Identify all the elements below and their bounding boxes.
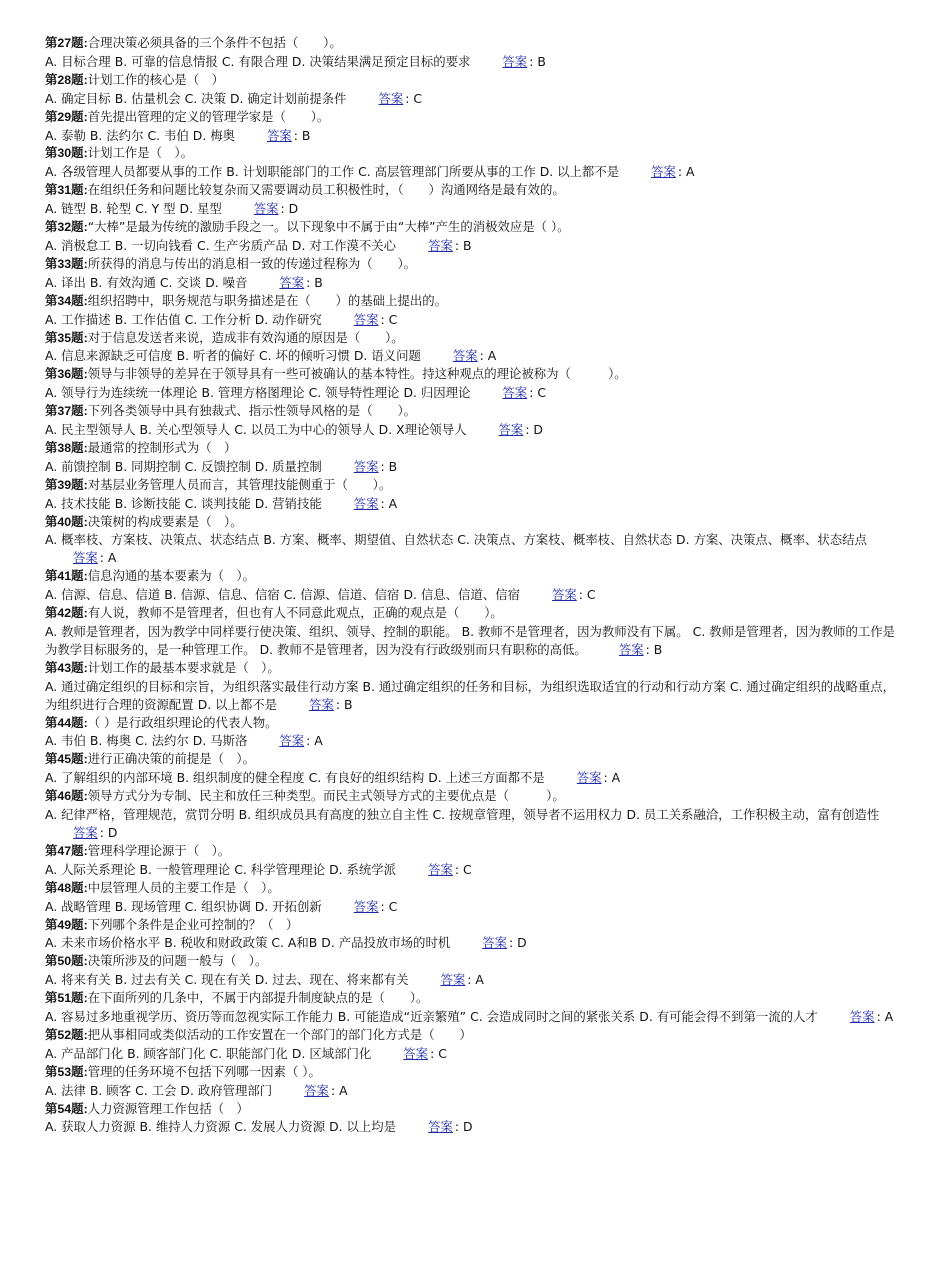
question-line: [45, 714, 903, 733]
answer-option: B. 轮型: [89, 201, 132, 217]
answer-option: A. 将来有关: [45, 972, 111, 988]
options-line: [45, 384, 903, 402]
answer-value: : B: [335, 696, 353, 712]
options-line: [45, 678, 903, 714]
answer-option: C. 工会: [135, 1082, 177, 1098]
question-text: 首先提出管理的定义的管理学家是（ ）。: [87, 108, 330, 124]
question-text: 领导方式分为专制、民主和放任三种类型。而民主式领导方式的主要优点是（ ）。: [87, 788, 565, 804]
question-number: 第47题:: [45, 843, 88, 858]
answer-option: A. 链型: [45, 201, 86, 217]
answer-option: A. 通过确定组织的目标和宗旨，为组织落实最佳行动方案: [45, 678, 359, 694]
question-line: [45, 952, 903, 971]
options-line: [45, 90, 903, 108]
question-text: 在下面所列的几条中，不属于内部提升制度缺点的是（ ）。: [87, 990, 429, 1006]
answer-option: B. 一般管理理论: [139, 861, 231, 877]
answer-option: C. 现在有关: [184, 972, 251, 988]
answer-option: D. 梅奥: [192, 127, 235, 143]
answer-link[interactable]: 答案: [353, 898, 379, 914]
answer-link[interactable]: 答案: [403, 1045, 429, 1061]
answer-value: : C: [529, 385, 546, 401]
answer-link[interactable]: 答案: [498, 422, 524, 438]
question-number: 第54题:: [45, 1101, 88, 1116]
answer-option: D. 系统学派: [329, 861, 397, 877]
answer-option: A. 获取人力资源: [45, 1119, 136, 1135]
answer-option: B. 维持人力资源: [139, 1119, 231, 1135]
question-line: [45, 439, 903, 458]
answer-option: D. X理论领导人: [378, 422, 467, 438]
answer-option: B. 估量机会: [114, 90, 181, 106]
answer-option: C. 谈判技能: [184, 495, 251, 511]
answer-option: D. 确定计划前提条件: [229, 90, 347, 106]
answer-option: B. 法约尔: [89, 127, 144, 143]
answer-option: A. 容易过多地重视学历、资历等而忽视实际工作能力: [45, 1009, 334, 1025]
question-text: 所获得的消息与传出的消息相一致的传递过程称为（ ）。: [87, 255, 417, 271]
question-text: 管理科学理论源于（ ）。: [87, 842, 231, 858]
answer-option: C. 法约尔: [135, 733, 189, 749]
answer-option: C. 领导特性理论: [308, 385, 400, 401]
question-line: [45, 181, 903, 200]
answer-value: : B: [306, 274, 323, 290]
answer-link[interactable]: 答案: [428, 237, 453, 253]
answer-option: B. 顾客: [89, 1082, 132, 1098]
answer-link[interactable]: 答案: [576, 770, 602, 786]
question-text: 计划工作的最基本要求就是（ ）。: [87, 659, 280, 675]
question-number: 第42题:: [45, 606, 88, 621]
question-line: [45, 567, 903, 586]
question-line: [45, 842, 903, 861]
answer-option: B. 可能造成“近亲繁殖”: [337, 1009, 467, 1025]
question-number: 第43题:: [45, 660, 88, 675]
answer-option: C. 决策点、方案枝、概率枝、自然状态: [457, 532, 673, 548]
answer-value: : D: [525, 422, 543, 438]
question-number: 第40题:: [45, 514, 88, 529]
answer-link[interactable]: 答案: [618, 641, 644, 657]
question-number: 第41题:: [45, 569, 88, 584]
question-number: 第29题:: [45, 109, 88, 124]
answer-option: A. 泰勒: [45, 127, 86, 143]
answer-option: D. 以上都不是: [197, 696, 278, 712]
options-line: [45, 274, 903, 292]
answer-option: A. 了解组织的内部环境: [45, 770, 173, 786]
answer-option: D. 过去、现在、将来都有关: [254, 972, 409, 988]
question-number: 第30题:: [45, 146, 88, 161]
answer-option: A. 确定目标: [45, 90, 111, 106]
options-line: [45, 1008, 903, 1026]
answer-option: A. 前馈控制: [45, 458, 111, 474]
question-line: [45, 989, 903, 1008]
question-document: [45, 34, 903, 1136]
answer-option: B. 组织成员具有高度的独立自主性: [238, 807, 429, 823]
question-line: [45, 255, 903, 274]
question-line: [45, 292, 903, 311]
answer-option: D. 区域部门化: [291, 1045, 372, 1061]
question-number: 第31题:: [45, 183, 88, 198]
answer-option: D. 对工作漠不关心: [291, 237, 397, 253]
answer-option: D. 决策结果满足预定目标的要求: [291, 53, 471, 69]
answer-option: B. 关心型领导人: [139, 422, 231, 438]
question-number: 第38题:: [45, 440, 88, 455]
answer-option: A. 目标合理: [45, 53, 111, 69]
answer-option: B. 听者的偏好: [176, 348, 255, 364]
answer-link[interactable]: 答案: [267, 127, 292, 143]
answer-option: B. 税收和财政政策: [164, 935, 268, 951]
answer-option: A. 各级管理人员都要从事的工作: [45, 164, 223, 180]
answer-value: : A: [603, 770, 621, 786]
answer-option: A. 韦伯: [45, 733, 86, 749]
answer-link[interactable]: 答案: [353, 311, 379, 327]
question-text: “大棒”是最为传统的激励手段之一。以下现象中不属于由“大棒”产生的消极效应是（ ）。: [87, 219, 570, 235]
answer-option: A. 教师是管理者，因为教学中同样要行使决策、组织、领导、控制的职能。: [45, 624, 458, 639]
answer-option: D. 营销技能: [254, 495, 322, 511]
answer-option: A. 工作描述: [45, 311, 111, 327]
question-number: 第27题:: [45, 36, 88, 50]
answer-option: B. 可靠的信息情报: [114, 53, 218, 69]
question-number: 第45题:: [45, 752, 88, 767]
question-number: 第35题:: [45, 330, 88, 345]
answer-option: D. 噪音: [205, 274, 248, 290]
answer-option: A. 未来市场价格水平: [45, 935, 161, 951]
question-number: 第49题:: [45, 917, 88, 932]
question-line: [45, 513, 903, 532]
options-line: [45, 458, 903, 476]
answer-option: D. 以上均是: [329, 1119, 397, 1135]
options-line: [45, 421, 903, 439]
options-line: [45, 200, 903, 218]
answer-option: C. 职能部门化: [209, 1045, 288, 1061]
answer-option: D. 方案、决策点、概率、状态结点: [676, 532, 867, 548]
answer-option: A. 信源、信息、信道: [45, 587, 161, 603]
answer-option: D. 信息、信道、信宿: [403, 587, 520, 603]
answer-link[interactable]: 答案: [440, 972, 466, 988]
answer-option: B. 顾客部门化: [127, 1045, 206, 1061]
answer-link[interactable]: 答案: [304, 1082, 329, 1098]
answer-option: D. 语义问题: [353, 348, 421, 364]
question-number: 第32题:: [45, 220, 88, 235]
question-line: [45, 750, 903, 769]
answer-option: D. 有可能会得不到第一流的人才: [639, 1009, 818, 1025]
answer-value: : C: [430, 1045, 447, 1061]
answer-link[interactable]: 答案: [502, 53, 528, 69]
answer-option: B. 通过确定组织的任务和目标，为组织选取适宜的行动和行动方案: [362, 678, 726, 694]
answer-option: C. 工作分析: [184, 311, 251, 327]
answer-value: : B: [380, 458, 398, 474]
answer-option: C. 反馈控制: [184, 458, 251, 474]
answer-option: C. 组织协调: [184, 898, 251, 914]
answer-option: C. 生产劣质产品: [197, 237, 288, 253]
question-text: 信息沟通的基本要素为（ ）。: [87, 568, 255, 584]
answer-option: D. 开拓创新: [254, 898, 322, 914]
answer-option: C. 发展人力资源: [234, 1119, 326, 1135]
answer-value: : A: [467, 972, 484, 988]
answer-option: A. 战略管理: [45, 898, 111, 914]
answer-value: : D: [454, 1119, 473, 1135]
answer-link[interactable]: 答案: [309, 696, 334, 712]
answer-option: B. 管理方格图理论: [201, 385, 305, 401]
question-line: [45, 787, 903, 806]
question-number: 第48题:: [45, 880, 88, 895]
answer-option: C. 有良好的组织结构: [308, 770, 425, 786]
options-line: [45, 898, 903, 916]
answer-value: : D: [280, 201, 299, 217]
answer-option: A. 产品部门化: [45, 1045, 124, 1061]
answer-option: A. 信息来源缺乏可信度: [45, 348, 173, 364]
answer-option: D. 质量控制: [254, 458, 322, 474]
question-text: 决策所涉及的问题一般与（ ）。: [87, 953, 268, 969]
options-line: [45, 237, 903, 255]
question-number: 第50题:: [45, 954, 88, 969]
answer-option: B. 梅奥: [89, 733, 132, 749]
answer-link[interactable]: 答案: [849, 1009, 875, 1025]
answer-value: : D: [509, 935, 527, 951]
answer-option: D. 上述三方面都不是: [428, 770, 545, 786]
answer-option: C. 科学管理理论: [234, 861, 326, 877]
answer-option: C. 高层管理部门所要从事的工作: [358, 164, 536, 180]
answer-option: D. 以上都不是: [539, 164, 620, 180]
answer-value: : A: [876, 1009, 894, 1025]
options-line: [45, 347, 903, 365]
question-line: [45, 659, 903, 678]
question-text: 把从事相同或类似活动的工作安置在一个部门的部门化方式是（ ）: [87, 1026, 472, 1042]
answer-option: C. 按规章管理，领导者不运用权力: [432, 807, 623, 823]
answer-link[interactable]: 答案: [353, 495, 379, 511]
answer-option: B. 现场管理: [114, 898, 181, 914]
options-line: [45, 769, 903, 787]
question-line: [45, 144, 903, 163]
answer-option: A. 法律: [45, 1082, 86, 1098]
options-line: [45, 806, 903, 842]
question-number: 第44题:: [45, 715, 88, 730]
answer-option: B. 同期控制: [114, 458, 181, 474]
answer-link[interactable]: 答案: [502, 385, 528, 401]
question-line: [45, 402, 903, 421]
options-line: [45, 586, 903, 604]
answer-link[interactable]: 答案: [353, 458, 379, 474]
answer-option: B. 计划职能部门的工作: [226, 164, 355, 180]
question-line: [45, 879, 903, 898]
answer-option: D. 归因理论: [403, 385, 471, 401]
question-text: 管理的任务环境不包括下列哪一因素（ ）。: [87, 1063, 321, 1079]
question-text: 进行正确决策的前提是（ ）。: [87, 751, 255, 767]
question-text: （ ）是行政组织理论的代表人物。: [87, 714, 278, 730]
answer-option: B. 有效沟通: [89, 274, 156, 290]
answer-value: : A: [677, 164, 695, 180]
answer-link[interactable]: 答案: [73, 824, 98, 840]
answer-option: D. 员工关系融洽，工作积极主动，富有创造性: [626, 807, 880, 823]
question-number: 第39题:: [45, 477, 88, 492]
answer-option: C. 会造成同时之间的紧张关系: [470, 1009, 636, 1025]
answer-link[interactable]: 答案: [651, 164, 676, 180]
answer-option: A. 领导行为连续统一体理论: [45, 385, 198, 401]
answer-option: B. 组织制度的健全程度: [176, 770, 305, 786]
question-text: 下列哪个条件是企业可控制的？（ ）: [87, 916, 299, 932]
answer-value: : C: [578, 587, 596, 603]
answer-option: D. 教师不是管理者，因为没有行政级别而只有职称的高低。: [259, 641, 587, 657]
options-line: [45, 531, 903, 567]
question-number: 第34题:: [45, 293, 88, 308]
options-line: [45, 311, 903, 329]
options-line: [45, 163, 903, 181]
answer-option: B. 过去有关: [114, 972, 181, 988]
options-line: [45, 934, 903, 952]
question-text: 决策树的构成要素是（ ）。: [87, 513, 243, 529]
question-text: 最通常的控制形式为（ ）: [87, 439, 237, 455]
answer-value: : B: [529, 53, 546, 69]
answer-value: : B: [645, 641, 663, 657]
question-line: [45, 916, 903, 935]
options-line: [45, 732, 903, 750]
answer-option: C. 韦伯: [147, 127, 189, 143]
question-text: 计划工作是（ ）。: [87, 145, 194, 161]
options-line: [45, 1045, 903, 1063]
answer-option: A. 技术技能: [45, 495, 111, 511]
question-line: [45, 365, 903, 384]
answer-option: C. 通过确定组织的战略重点，为组织进行合理的资源配置: [45, 678, 896, 712]
answer-value: : B: [454, 237, 472, 253]
answer-value: : C: [405, 90, 423, 106]
answer-link[interactable]: 答案: [378, 90, 404, 106]
answer-value: : B: [293, 127, 311, 143]
answer-option: C. 交谈: [159, 274, 202, 290]
answer-value: : A: [380, 495, 398, 511]
answer-value: : C: [454, 861, 472, 877]
answer-option: C. A和B: [271, 935, 318, 951]
question-number: 第46题:: [45, 789, 88, 804]
answer-link[interactable]: 答案: [482, 935, 508, 951]
answer-option: A. 译出: [45, 274, 86, 290]
answer-option: A. 人际关系理论: [45, 861, 136, 877]
question-number: 第52题:: [45, 1027, 88, 1042]
question-text: 中层管理人员的主要工作是（ ）。: [87, 879, 280, 895]
answer-option: A. 概率枝、方案枝、决策点、状态结点: [45, 532, 260, 548]
answer-option: D. 马斯洛: [192, 733, 248, 749]
question-text: 计划工作的核心是（ ）: [87, 71, 224, 87]
question-line: [45, 1026, 903, 1045]
answer-value: : A: [306, 733, 323, 749]
answer-option: B. 工作估值: [114, 311, 181, 327]
question-text: 在组织任务和问题比较复杂而又需要调动员工积极性时，（ ）沟通网络是最有效的。: [87, 182, 565, 198]
answer-value: : A: [99, 550, 117, 566]
answer-link[interactable]: 答案: [279, 274, 305, 290]
answer-option: C. 以员工为中心的领导人: [234, 422, 375, 438]
answer-option: B. 诊断技能: [114, 495, 181, 511]
options-line: [45, 623, 903, 659]
question-text: 人力资源管理工作包括（ ）: [87, 1100, 249, 1116]
answer-option: B. 方案、概率、期望值、自然状态: [263, 532, 454, 548]
question-text: 下列各类领导中具有独裁式、指示性领导风格的是（ ）。: [87, 403, 417, 419]
question-line: [45, 476, 903, 495]
answer-option: C. 决策: [184, 90, 226, 106]
question-number: 第51题:: [45, 991, 88, 1006]
options-line: [45, 971, 903, 989]
options-line: [45, 1118, 903, 1136]
question-line: [45, 1100, 903, 1119]
question-text: 组织招聘中，职务规范与职务描述是在（ ）的基础上提出的。: [87, 292, 448, 308]
answer-value: : A: [330, 1082, 348, 1098]
options-line: [45, 53, 903, 71]
answer-option: C. 坏的倾听习惯: [259, 348, 350, 364]
answer-option: C. 有限合理: [221, 53, 288, 69]
question-line: [45, 604, 903, 623]
question-line: [45, 1063, 903, 1082]
answer-value: : D: [99, 824, 118, 840]
answer-option: A. 民主型领导人: [45, 422, 136, 438]
answer-option: B. 一切向钱看: [114, 237, 194, 253]
answer-option: D. 产品投放市场的时机: [321, 935, 451, 951]
question-text: 有人说，教师不是管理者，但也有人不同意此观点，正确的观点是（ ）。: [87, 605, 503, 621]
question-line: [45, 71, 903, 90]
answer-option: A. 消极怠工: [45, 237, 111, 253]
question-line: [45, 329, 903, 348]
options-line: [45, 861, 903, 879]
question-text: 领导与非领导的差异在于领导具有一些可被确认的基本特性。持这种观点的理论被称为（ ）。: [87, 366, 627, 382]
question-text: 合理决策必须具备的三个条件不包括（ ）。: [87, 35, 342, 50]
answer-value: : C: [380, 311, 398, 327]
answer-link[interactable]: 答案: [428, 1119, 453, 1135]
answer-option: C. Y 型: [135, 201, 176, 217]
answer-option: C. 信源、信道、信宿: [283, 587, 400, 603]
answer-link[interactable]: 答案: [73, 550, 98, 566]
answer-option: A. 纪律严格，管理规范，赏罚分明: [45, 807, 235, 823]
question-text: 对基层业务管理人员而言，其管理技能侧重于（ ）。: [87, 476, 392, 492]
question-number: 第37题:: [45, 404, 88, 419]
answer-value: : C: [380, 898, 398, 914]
question-line: [45, 34, 903, 53]
question-number: 第33题:: [45, 256, 88, 271]
answer-value: : A: [479, 348, 497, 364]
answer-option: C. 教师是管理者，因为教师的工作是为教学目标服务的，是一种管理工作。: [45, 624, 896, 657]
answer-link[interactable]: 答案: [253, 201, 279, 217]
answer-option: D. 政府管理部门: [180, 1082, 273, 1098]
options-line: [45, 127, 903, 145]
answer-link[interactable]: 答案: [428, 861, 453, 877]
answer-link[interactable]: 答案: [279, 733, 305, 749]
question-number: 第28题:: [45, 72, 88, 87]
question-text: 对于信息发送者来说，造成非有效沟通的原因是（ ）。: [87, 329, 404, 345]
answer-link[interactable]: 答案: [551, 587, 577, 603]
answer-option: D. 星型: [179, 201, 222, 217]
question-number: 第53题:: [45, 1064, 88, 1079]
answer-option: D. 动作研究: [254, 311, 322, 327]
answer-link[interactable]: 答案: [452, 348, 478, 364]
answer-option: B. 教师不是管理者，因为教师没有下属。: [461, 624, 689, 639]
question-number: 第36题:: [45, 367, 88, 382]
options-line: [45, 1082, 903, 1100]
options-line: [45, 495, 903, 513]
answer-option: B. 信源、信息、信宿: [164, 587, 280, 603]
question-line: [45, 218, 903, 237]
question-line: [45, 108, 903, 127]
